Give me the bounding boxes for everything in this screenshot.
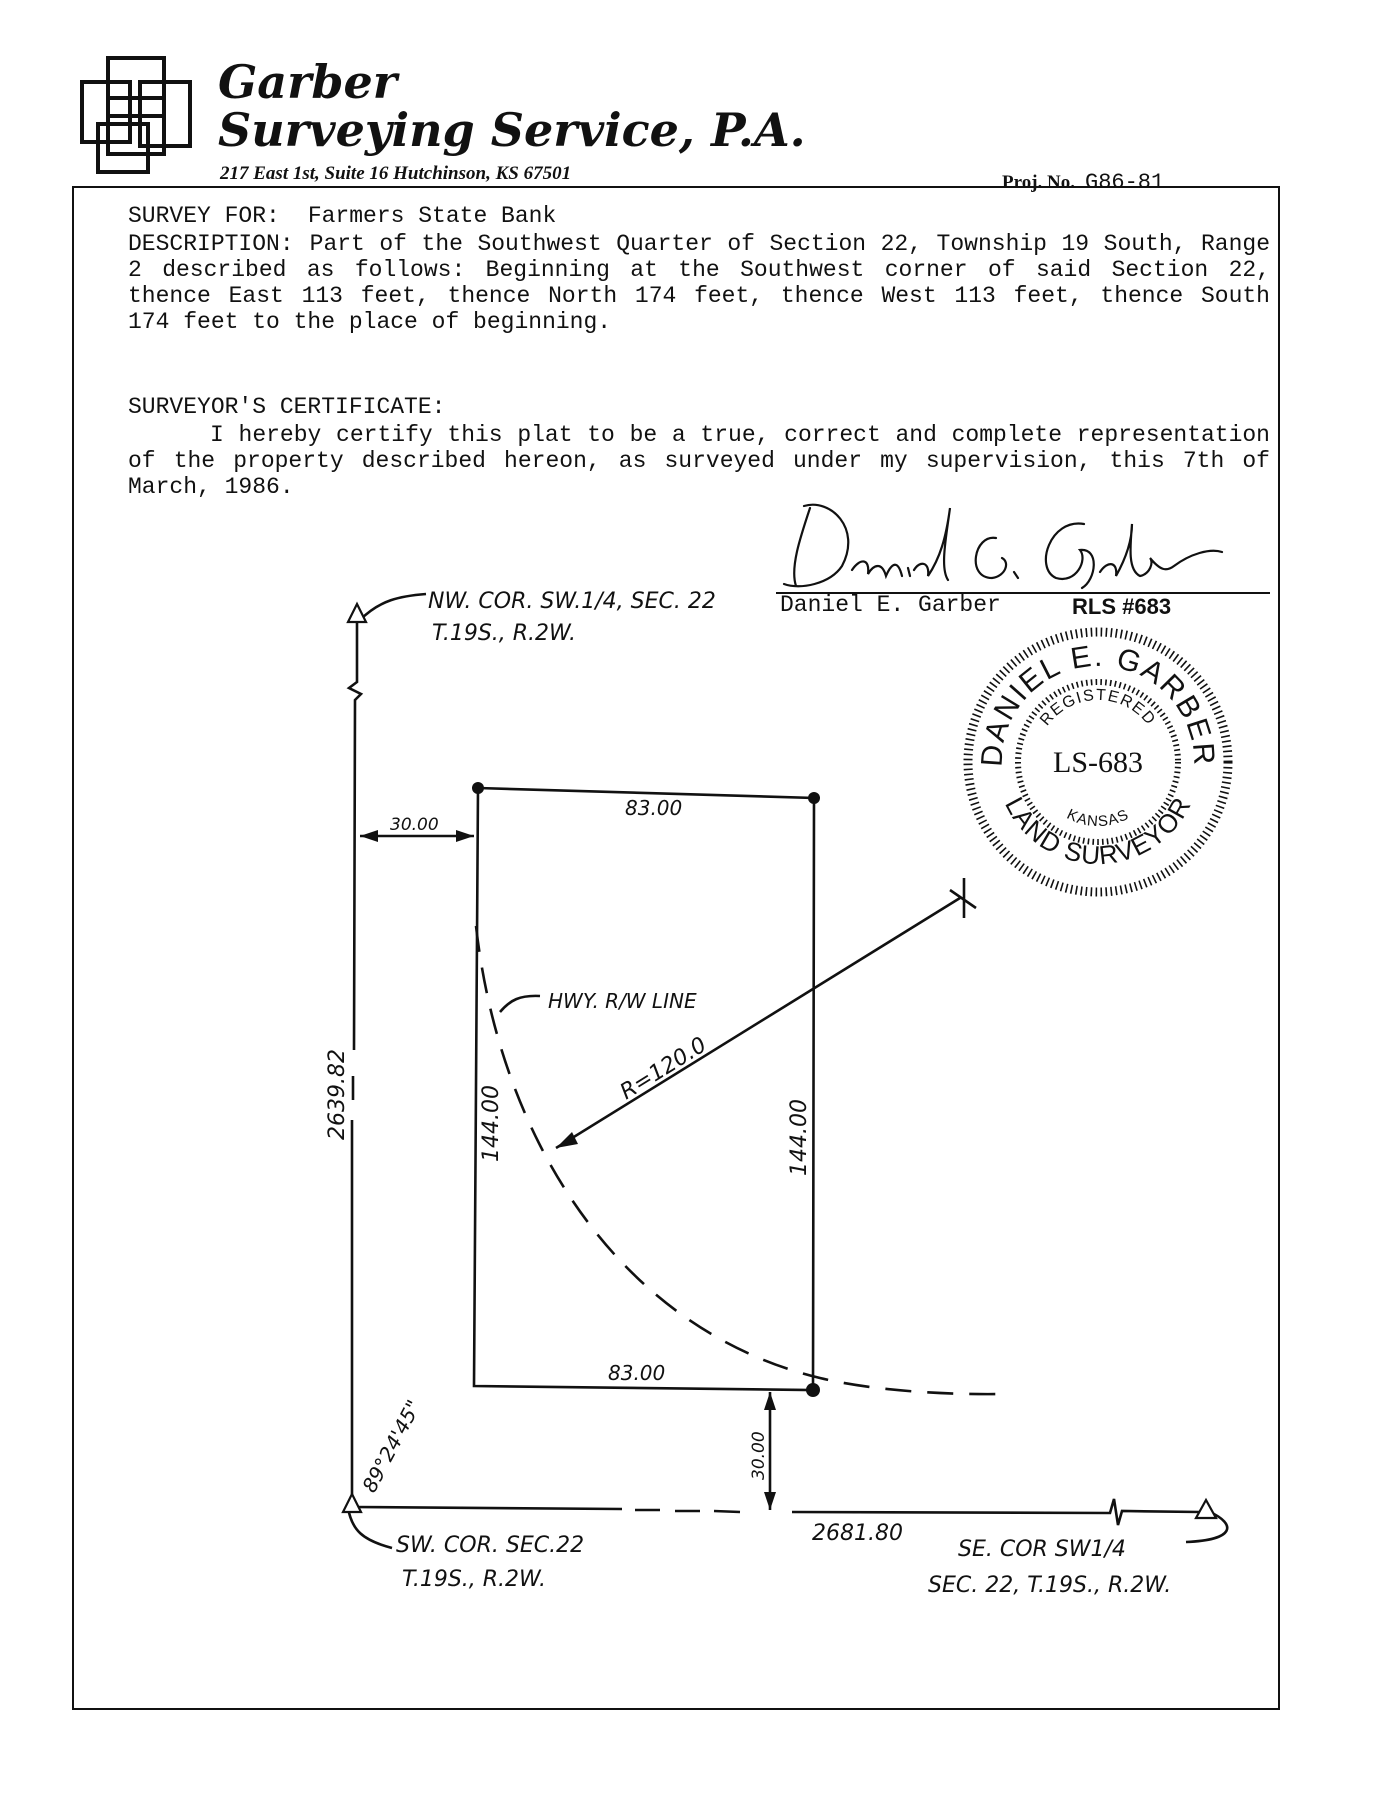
corner-angle-label: 89°24'45" (357, 1395, 426, 1497)
nw-label-leader (360, 594, 426, 620)
firm-name-line2: Surveying Service, P.A. (218, 103, 806, 157)
west-offset-label: 30.00 (390, 815, 439, 835)
sw-corner-label-2: T.19S., R.2W. (402, 1567, 546, 1592)
se-corner-label-2: SEC. 22, T.19S., R.2W. (928, 1573, 1172, 1598)
south-offset-label: 30.00 (749, 1431, 769, 1480)
west-offset-arrow-right (456, 830, 474, 842)
sw-corner-marker (343, 1494, 361, 1512)
survey-for-label: SURVEY FOR: (128, 203, 280, 229)
nw-corner-marker (348, 604, 366, 622)
bottom-boundary-length: 83.00 (608, 1361, 666, 1385)
survey-for-value: Farmers State Bank (307, 203, 557, 229)
description-label: DESCRIPTION: (128, 231, 294, 257)
seal-registered: REGISTERED (1037, 686, 1159, 729)
left-boundary-length: 144.00 (479, 1085, 504, 1162)
description-text: Part of the Southwest Quarter of Section 22, Township 19 South, Range 2 described as follows: Beginning at the Southwest corner of said Section 22, thence East 113 feet, thence North 174 feet, thence West 113 feet, thence South 174 feet to the place of beginning. (128, 231, 1270, 335)
radius-arrow (556, 1132, 578, 1148)
seal-state: KANSAS (1064, 805, 1132, 831)
corner-pin-nw (472, 782, 484, 794)
radius-line (556, 898, 960, 1148)
seal-title: LAND SURVEYOR (999, 791, 1197, 871)
corner-pin-se (806, 1383, 820, 1397)
se-corner-label: SE. COR SW1/4 (958, 1537, 1126, 1562)
surveyor-name: Daniel E. Garber (780, 592, 1001, 618)
south-offset-arrow-bottom (764, 1492, 776, 1510)
west-section-line (349, 620, 361, 1050)
right-boundary-length: 144.00 (787, 1099, 812, 1176)
seal-license: LS-683 (1053, 746, 1143, 779)
sw-label-leader (348, 1508, 392, 1548)
south-section-line-dash (635, 1510, 740, 1512)
hwy-label-leader (500, 996, 540, 1012)
se-corner-marker (1196, 1500, 1216, 1518)
registration-number: RLS #683 (1072, 594, 1172, 619)
radius-label: R=120.0 (615, 1032, 712, 1106)
nw-corner-label: NW. COR. SW.1/4, SEC. 22 (428, 589, 716, 614)
top-boundary-length: 83.00 (625, 796, 683, 820)
sw-corner-label: SW. COR. SEC.22 (396, 1533, 585, 1558)
south-line-length: 2681.80 (812, 1521, 903, 1546)
project-number-value: G86-81 (1085, 170, 1165, 195)
west-section-line-lower (352, 1076, 353, 1500)
west-line-length: 2639.82 (325, 1049, 350, 1140)
certificate-heading: SURVEYOR'S CERTIFICATE: (128, 394, 446, 420)
firm-address: 217 East 1st, Suite 16 Hutchinson, KS 67501 (220, 163, 572, 184)
south-offset-arrow-top (764, 1392, 776, 1410)
nw-corner-label-2: T.19S., R.2W. (432, 621, 576, 646)
hwy-rw-label: HWY. R/W LINE (548, 989, 697, 1013)
seal-name: DANIEL E. GARBER (975, 639, 1221, 768)
project-number-label: Proj. No. (1002, 172, 1075, 193)
south-section-line (352, 1507, 622, 1509)
certificate-text: I hereby certify this plat to be a true, correct and complete representation of the property described hereon, as surveyed under my supervision, this 7th of March, 1986. (128, 422, 1270, 500)
west-offset-arrow-left (360, 830, 378, 842)
firm-name-line1: Garber (218, 55, 397, 109)
corner-pin-ne (808, 792, 820, 804)
radius-center-cross (950, 878, 976, 918)
